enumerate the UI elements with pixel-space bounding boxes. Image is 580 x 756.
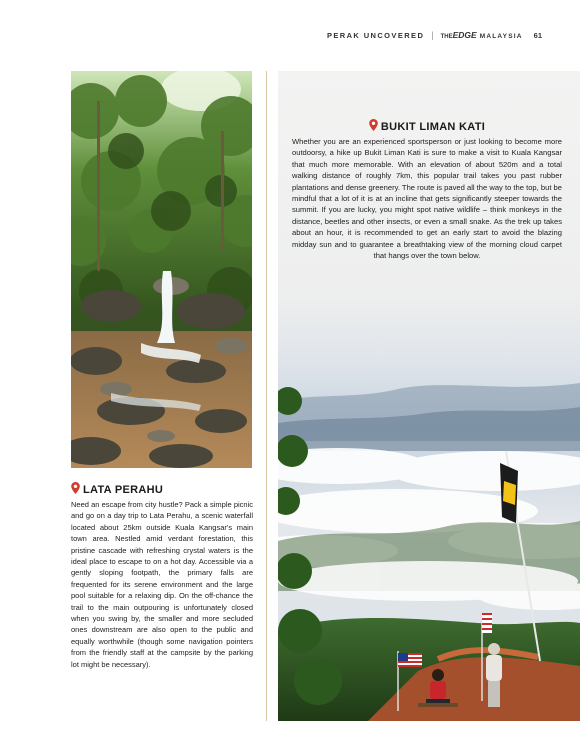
lata-perahu-heading bbox=[71, 482, 253, 496]
lata-perahu-body: Need an escape from city hustle? Pack a simple picnic and go on a day trip to Lata Perahu, a scenic waterfall located about 25km outside Kuala Kangsar's main town area. Nestled amid verdant forestation, this pristine cascade with refreshing crystal waters is the ideal place to escape to on a hot day. Accessible via a gently sloping footpath, the primary falls are frequented for its serene environment and the large pool suitable for a relaxing dip. On the off-chance the trail to the main outpouring is unfortunately closed when you swing by, the smaller and more secluded ones downstream are also open to the public and equally worthwhile (though some navigation pointers from the friendly staff at the campsite by the parking lot might be necessary). bbox=[71, 500, 253, 669]
magazine-logo bbox=[441, 30, 523, 40]
magazine-logo-the: THE bbox=[440, 34, 453, 40]
page-header bbox=[327, 28, 542, 42]
bukit-liman-kati-body: Whether you are an experienced sportsperson or just looking to become more outdoorsy, a hike up Bukit Liman Kati is sure to make a visit to Kuala Kangsar that much more memorable. With an elevation of about 520m and a total walking distance of roughly 7km, this popular trail takes you past rubber plantations and dense greenery. The route is paved all the way to the top, but be mindful that a lot of it is at an incline that gets significantly steeper towards the summit. If you are lucky, you might spot native wildlife – think monkeys in the distance, beetles and other insects, or even a small snake. As the trek up takes about an hour, it is recommended to get an early start to avoid the blazing midday sun and to guarantee a breathtaking view of the morning cloud carpet that hangs over the town below. bbox=[292, 137, 562, 261]
bukit-liman-kati-heading bbox=[292, 119, 562, 133]
waterfall-photo bbox=[71, 71, 252, 468]
lata-perahu-title: LATA PERAHU bbox=[83, 484, 164, 496]
malaysia-flag-left bbox=[398, 653, 422, 667]
waterfall-illustration bbox=[71, 71, 252, 468]
magazine-logo-country: MALAYSIA bbox=[479, 33, 523, 40]
page-number: 61 bbox=[533, 30, 542, 40]
header-separator: | bbox=[431, 30, 434, 40]
location-pin-icon bbox=[71, 482, 80, 494]
bukit-liman-kati-title: BUKIT LIMAN KATI bbox=[380, 121, 486, 133]
bukit-liman-kati-section bbox=[292, 119, 562, 261]
lata-perahu-section bbox=[71, 482, 253, 670]
magazine-logo-edge: EDGE bbox=[452, 30, 477, 40]
column-divider bbox=[266, 71, 267, 721]
section-title: PERAK UNCOVERED bbox=[327, 30, 425, 40]
location-pin-icon bbox=[369, 119, 378, 131]
